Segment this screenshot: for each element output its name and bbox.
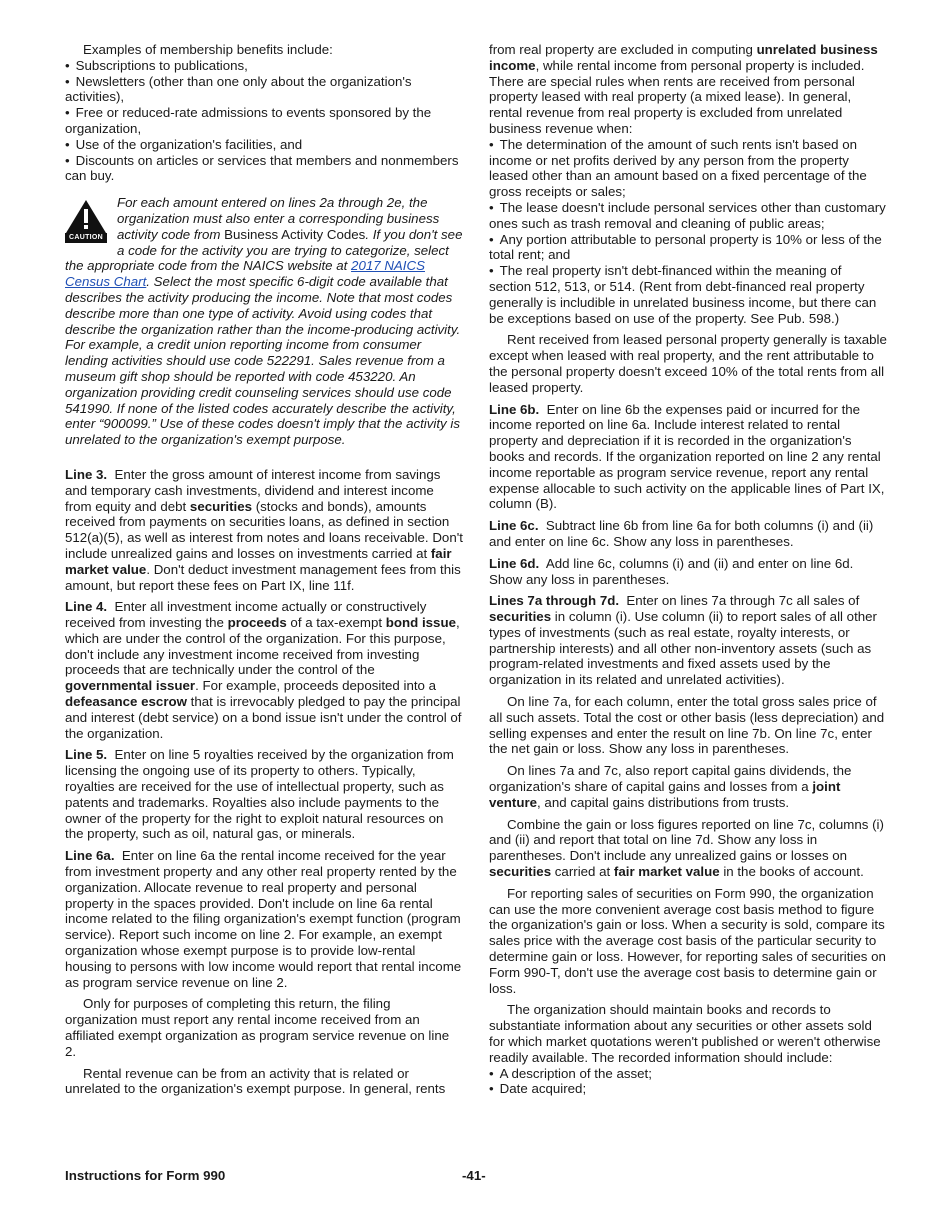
caution-text: . Select the most specific 6-digit code available that describes the activity producing the income. Note that most codes describe more than one type of activity. Avoid using codes that describe the organization rather than the income-producing activity. For example, a credit union reporting income from consumer lending activities should use code 522291. Sales revenue from a museum gift shop should be reported with code 453220. An organization providing credit counseling services should use code 541990. If none of the listed codes accurately describe the activity, enter “900099.” Use of these codes doesn't imply that the activity is unrelated to the organization's exempt purpose. (65, 274, 461, 448)
right-column (489, 42, 887, 1097)
line-7a-paragraph: On line 7a, for each column, enter the total gross sales price of all such assets. Total the cost or other basis (less depreciation) and selling expenses and enter the result on line 7b. On line 7c, enter the net gain or loss. Show any loss in parentheses. (489, 694, 885, 757)
benefit-item: • Use of the organization's facilities, and (65, 137, 463, 153)
line-6b-heading: Line 6b. (489, 401, 540, 417)
line-6a-heading: Line 6a. (65, 848, 115, 864)
personal-property-paragraph: Rent received from leased personal property generally is taxable except when leased with real property, and the rent attributable to the personal property doesn't exceed 10% of the total rents from all leased property. (489, 332, 887, 395)
benefit-item: • Subscriptions to publications, (65, 58, 463, 74)
benefits-intro: Examples of membership benefits include: (83, 42, 333, 57)
line-5-paragraph: Line 5. Enter on line 5 royalties received by the organization from licensing the ongoing use of its property to others. Typically, royalties are received for the use of intellectual property, such as patents and trademarks. Royalties also include payments to the owner of the property for the right to exploit natural resources on the property, such as oil, natural gas, or minerals. (65, 747, 454, 842)
line-6a-paragraph: Line 6a. Enter on line 6a the rental income received for the year from investment property and any other real property rented by the organization. Allocate revenue to real property and personal property in the spaces provided. Don't include on line 6a rental income related to the filing organization's exempt function (program service). Report such income on line 2. For example, an exempt organization whose exempt purpose is to provide low-rental housing to persons with low income would report that rental income as program service revenue on line 2. (65, 848, 462, 990)
benefit-item: • Free or reduced-rate admissions to events sponsored by the organization, (65, 105, 463, 137)
line-4-paragraph: Line 4. Enter all investment income actually or constructively received from investing the proceeds of a tax-exempt bond issue, which are under the control of the organization. For this purpose, don't include any investment income received from investing proceeds that are technically under the control of the governmental issuer. For example, proceeds deposited into a defeasance escrow that is irrevocably pledged to pay the principal and interest (debt service) on a bond issue isn't under the control of the organization. (65, 599, 462, 741)
caution-label: CAUTION (65, 233, 107, 243)
condition-item: • The real property isn't debt-financed within the meaning of section 512, 513, or 514. (Rent from debt-financed real property generally is includible in unrelated business income, but there can be exceptions based on use of the property. See Pub. 598.) (489, 263, 887, 326)
rents-continued-paragraph: from real property are excluded in computing unrelated business income, while rental income from personal property is included. There are special rules when rents are received from personal property leased with real property (a mixed lease). In general, rental revenue from real property is excluded from unrelated business revenue when: (489, 42, 878, 136)
naics-chart-link[interactable]: 2017 NAICS Census Chart (65, 258, 425, 290)
condition-item: • The determination of the amount of such rents isn't based on income or net profits derived by any person from the property leased other than an amount based on a fixed percentage of the gross receipts or sales; (489, 137, 887, 200)
lines-7-paragraph: Lines 7a through 7d. Enter on lines 7a through 7c all sales of securities in column (i). Use column (ii) to report sales of all other types of investments (such as real estate, royalty interests, or partnership interests) and all other non-inventory assets (such as program-related investments and fixed assets used by the organization in its related and unrelated activities). (489, 593, 877, 688)
combine-paragraph: Combine the gain or loss figures reported on line 7c, columns (i) and (ii) and report that total on line 7d. Show any loss in parentheses. Don't include any unrealized gains or losses on securities carried at fair market value in the books of account. (489, 816, 884, 880)
caution-text: . If you don't see a code for the activity you are trying to categorize, select the appropriate code from the NAICS website at (65, 226, 463, 274)
line-6d-paragraph: Line 6d. Add line 6c, columns (i) and (ii) and enter on line 6d. Show any loss in parentheses. (489, 555, 854, 587)
records-paragraph: The organization should maintain books and records to substantiate information about any securities or other assets sold for which market quotations weren't published or weren't otherwise readily available. The recorded information should include: (489, 1002, 881, 1065)
line-3-heading: Line 3. (65, 466, 108, 482)
record-item: • A description of the asset; (489, 1066, 887, 1082)
line-6c-paragraph: Line 6c. Subtract line 6b from line 6a for both columns (i) and (ii) and enter on line 6c. Show any loss in parentheses. (489, 518, 874, 549)
line-6c-heading: Line 6c. (489, 518, 539, 534)
caution-note (65, 195, 463, 448)
record-item: • Date acquired; (489, 1081, 887, 1097)
line-7a-7c-paragraph: On lines 7a and 7c, also report capital gains dividends, the organization's share of capital gains and losses from a joint venture, and capital gains distributions from trusts. (489, 763, 852, 810)
rental-revenue-paragraph: Rental revenue can be from an activity that is related or unrelated to the organization's exempt purpose. In general, rents (65, 1065, 446, 1097)
condition-item: • Any portion attributable to personal property is 10% or less of the total rent; and (489, 232, 887, 264)
line-6b-paragraph: Line 6b. Enter on line 6b the expenses paid or incurred for the income reported on line 6a. Include interest related to rental property and depreciation if it is recorded in the organization's books and records. If the organization reported on line 2 any rental income reportable as program service revenue, report any rental expense allocable to such activity on the applicable lines of Part IX, column (B). (489, 401, 885, 512)
affiliated-paragraph: Only for purposes of completing this return, the filing organization must report any rental income received from an affiliated exempt organization as program service revenue on line 2. (65, 996, 450, 1059)
line-4-heading: Line 4. (65, 599, 108, 615)
caution-text: For each amount entered on lines 2a through 2e, the organization must also enter a corresponding business activity code from (117, 195, 440, 242)
footer-title: Instructions for Form 990 (65, 1168, 226, 1183)
left-column (65, 42, 463, 1103)
lines-7-heading: Lines 7a through 7d. (489, 593, 620, 609)
caution-icon (65, 199, 111, 243)
line-6d-heading: Line 6d. (489, 555, 540, 571)
line-5-heading: Line 5. (65, 747, 108, 763)
benefit-item: • Discounts on articles or services that members and nonmembers can buy. (65, 153, 463, 185)
condition-item: • The lease doesn't include personal services other than customary ones such as trash removal and cleaning of public areas; (489, 200, 887, 232)
average-cost-paragraph: For reporting sales of securities on Form 990, the organization can use the more convenient average cost basis method to figure the organization's gain or loss. When a security is sold, compare its sales price with the average cost basis of the particular security to determine gain or loss. However, for reporting sales of securities on Form 990-T, don't use the average cost basis to determine gain or loss. (489, 885, 886, 996)
page-number: -41- (462, 1168, 486, 1183)
line-3-paragraph: Line 3. Enter the gross amount of interest income from savings and temporary cash investments, dividend and interest income from equity and debt securities (stocks and bonds), amounts received from payments on securities loans, as defined in section 512(a)(5), as well as interest from notes and loans receivable. Don't include unrealized gains and losses on investments carried at fair market value. Don't deduct investment management fees from this amount, but report these fees on Part IX, line 11f. (65, 466, 463, 593)
caution-text: Business Activity Codes (224, 226, 366, 242)
benefit-item: • Newsletters (other than one only about the organization's activities), (65, 74, 463, 106)
